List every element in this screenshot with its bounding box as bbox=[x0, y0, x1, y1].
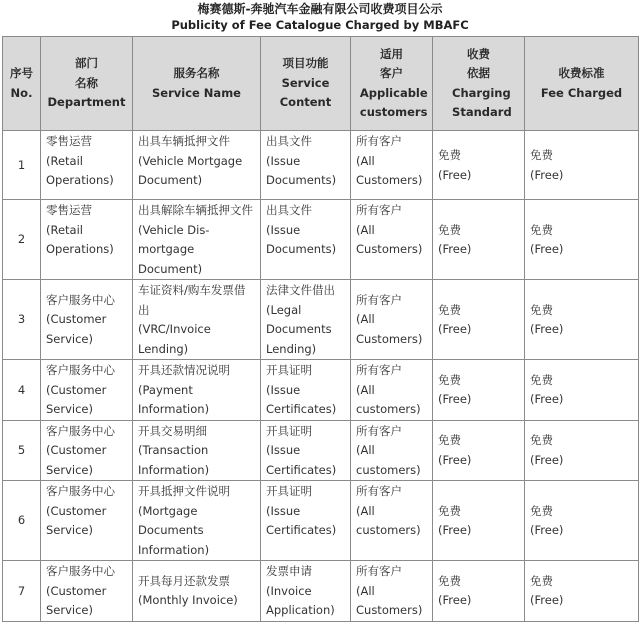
header-no-cn: 序号 bbox=[10, 66, 33, 80]
service-name-en: (Payment Information) bbox=[138, 382, 210, 416]
standard-cell bbox=[433, 561, 525, 622]
row-number: 5 bbox=[3, 420, 41, 481]
header-fee-en: Fee Charged bbox=[540, 85, 623, 100]
customers-en: (All Customers) bbox=[356, 222, 423, 256]
service-name-cn: 开具每月还款发票 bbox=[138, 573, 230, 588]
fee-en: (Free) bbox=[530, 452, 564, 467]
standard-cell bbox=[433, 280, 525, 360]
department-en: (Retail Operations) bbox=[46, 222, 114, 256]
service-name-cn: 出具车辆抵押文件 bbox=[138, 134, 230, 148]
department-cn: 客户服务中心 bbox=[46, 564, 115, 578]
customers-en: (All Customers) bbox=[356, 153, 423, 187]
service-name-cell bbox=[133, 280, 261, 360]
service-content-en: (Issue Certificates) bbox=[266, 503, 337, 537]
department-cell bbox=[41, 481, 133, 561]
customers-cell bbox=[351, 420, 433, 481]
header-customers bbox=[351, 37, 433, 131]
service-content-cn: 发票申请 bbox=[266, 564, 312, 578]
fee-cn: 免费 bbox=[530, 302, 553, 317]
customers-cn: 所有客户 bbox=[356, 203, 402, 217]
service-content-cn: 开具证明 bbox=[266, 484, 312, 498]
standard-en: (Free) bbox=[438, 593, 472, 608]
service-name-cell bbox=[133, 481, 261, 561]
department-cn: 零售运营 bbox=[46, 203, 92, 217]
department-cn: 客户服务中心 bbox=[46, 484, 115, 498]
service-content-cn: 出具文件 bbox=[266, 134, 312, 148]
fee-cell bbox=[525, 420, 639, 481]
customers-en: (All customers) bbox=[356, 503, 421, 537]
service-content-cell bbox=[261, 131, 351, 200]
customers-cn: 所有客户 bbox=[356, 564, 402, 578]
header-service-name-en: Service Name bbox=[152, 85, 241, 100]
department-cn: 客户服务中心 bbox=[46, 363, 115, 377]
service-name-cn: 车证资料/购车发票借出 bbox=[138, 283, 246, 317]
header-standard-cn: 收费依据 bbox=[466, 46, 490, 80]
header-service-name bbox=[133, 37, 261, 131]
table-row bbox=[3, 420, 639, 481]
customers-cn: 所有客户 bbox=[356, 484, 402, 498]
fee-cell bbox=[525, 200, 639, 280]
header-customers-en: Applicable customers bbox=[359, 85, 428, 119]
table-row bbox=[3, 481, 639, 561]
service-name-cell bbox=[133, 561, 261, 622]
department-en: (Customer Service) bbox=[46, 583, 107, 617]
customers-cn: 所有客户 bbox=[356, 292, 402, 307]
service-content-en: (Legal Documents Lending) bbox=[266, 302, 332, 356]
standard-en: (Free) bbox=[438, 452, 472, 467]
standard-cn: 免费 bbox=[438, 302, 461, 317]
header-fee-cn: 收费标准 bbox=[558, 66, 605, 80]
department-en: (Customer Service) bbox=[46, 382, 107, 416]
header-service-content-en: Service Content bbox=[279, 75, 332, 110]
service-name-en: (VRC/Invoice Lending) bbox=[138, 322, 211, 356]
department-cell bbox=[41, 360, 133, 421]
service-name-cell bbox=[133, 360, 261, 421]
fee-cell bbox=[525, 360, 639, 421]
service-name-en: (Vehicle Dis-mortgage Document) bbox=[138, 222, 210, 276]
service-name-cell bbox=[133, 131, 261, 200]
standard-en: (Free) bbox=[438, 242, 472, 256]
fee-en: (Free) bbox=[530, 523, 564, 537]
document-header bbox=[0, 0, 640, 36]
service-name-cn: 开具还款情况说明 bbox=[138, 363, 230, 377]
fee-cn: 免费 bbox=[530, 372, 553, 387]
service-content-cn: 法律文件借出 bbox=[266, 283, 335, 297]
service-content-cell bbox=[261, 280, 351, 360]
fee-cell bbox=[525, 481, 639, 561]
service-name-cell bbox=[133, 200, 261, 280]
department-cell bbox=[41, 420, 133, 481]
customers-en: (All Customers) bbox=[356, 312, 423, 346]
header-service-content-cn: 项目功能 bbox=[282, 56, 329, 71]
standard-cn: 免费 bbox=[438, 503, 461, 518]
service-content-cn: 开具证明 bbox=[266, 423, 312, 438]
standard-en: (Free) bbox=[438, 392, 472, 407]
header-department-en: Department bbox=[47, 95, 126, 110]
department-cell bbox=[41, 280, 133, 360]
fee-cell bbox=[525, 280, 639, 360]
header-no bbox=[3, 37, 41, 131]
customers-cn: 所有客户 bbox=[356, 363, 402, 377]
department-cn: 客户服务中心 bbox=[46, 423, 115, 438]
standard-cell bbox=[433, 360, 525, 421]
service-name-en: (Monthly Invoice) bbox=[138, 593, 238, 608]
department-cell bbox=[41, 200, 133, 280]
row-number: 7 bbox=[3, 561, 41, 622]
customers-cell bbox=[351, 561, 433, 622]
department-cn: 客户服务中心 bbox=[46, 292, 115, 307]
header-standard bbox=[433, 37, 525, 131]
row-number: 1 bbox=[3, 131, 41, 200]
service-content-cell bbox=[261, 360, 351, 421]
customers-cn: 所有客户 bbox=[356, 423, 402, 438]
service-name-cn: 开具交易明细 bbox=[138, 423, 207, 438]
header-no-en: No. bbox=[10, 85, 33, 100]
fee-table bbox=[2, 36, 639, 622]
department-en: (Customer Service) bbox=[46, 443, 107, 477]
table-row bbox=[3, 561, 639, 622]
fee-cn: 免费 bbox=[530, 148, 553, 162]
service-name-cn: 开具抵押文件说明 bbox=[138, 484, 230, 498]
service-content-en: (Issue Documents) bbox=[266, 222, 337, 256]
customers-cell bbox=[351, 200, 433, 280]
header-department bbox=[41, 37, 133, 131]
fee-cell bbox=[525, 561, 639, 622]
standard-en: (Free) bbox=[438, 167, 472, 182]
fee-cn: 免费 bbox=[530, 503, 553, 518]
fee-en: (Free) bbox=[530, 242, 564, 256]
table-row bbox=[3, 360, 639, 421]
service-content-cell bbox=[261, 200, 351, 280]
customers-en: (All Customers) bbox=[356, 583, 423, 617]
header-customers-cn: 适用客户 bbox=[379, 46, 403, 80]
table-row bbox=[3, 280, 639, 360]
customers-cell bbox=[351, 360, 433, 421]
standard-cn: 免费 bbox=[438, 222, 461, 237]
service-content-en: (Invoice Application) bbox=[266, 583, 335, 617]
customers-en: (All customers) bbox=[356, 443, 421, 477]
title-english: Publicity of Fee Catalogue Charged by MBAFC bbox=[171, 18, 469, 32]
row-number: 4 bbox=[3, 360, 41, 421]
standard-cell bbox=[433, 131, 525, 200]
department-en: (Retail Operations) bbox=[46, 153, 114, 187]
fee-cn: 免费 bbox=[530, 222, 553, 237]
service-content-en: (Issue Certificates) bbox=[266, 382, 337, 416]
fee-en: (Free) bbox=[530, 322, 564, 336]
fee-cell bbox=[525, 131, 639, 200]
header-department-cn: 部门名称 bbox=[74, 56, 98, 90]
customers-cell bbox=[351, 131, 433, 200]
header-service-content bbox=[261, 37, 351, 131]
fee-en: (Free) bbox=[530, 392, 564, 407]
standard-cn: 免费 bbox=[438, 433, 461, 448]
fee-en: (Free) bbox=[530, 593, 564, 608]
department-cell bbox=[41, 561, 133, 622]
row-number: 6 bbox=[3, 481, 41, 561]
standard-cn: 免费 bbox=[438, 148, 461, 162]
department-en: (Customer Service) bbox=[46, 312, 107, 346]
service-content-cn: 出具文件 bbox=[266, 203, 312, 217]
title-chinese: 梅赛德斯-奔驰汽车金融有限公司收费项目公示 bbox=[197, 2, 443, 16]
service-content-cell bbox=[261, 481, 351, 561]
service-content-cell bbox=[261, 420, 351, 481]
fee-en: (Free) bbox=[530, 167, 564, 182]
service-content-en: (Issue Certificates) bbox=[266, 443, 337, 477]
standard-cell bbox=[433, 481, 525, 561]
service-name-en: (Mortgage Documents Information) bbox=[138, 503, 210, 557]
standard-cn: 免费 bbox=[438, 372, 461, 387]
row-number: 2 bbox=[3, 200, 41, 280]
table-row bbox=[3, 200, 639, 280]
customers-cell bbox=[351, 481, 433, 561]
customers-en: (All customers) bbox=[356, 382, 421, 416]
standard-en: (Free) bbox=[438, 523, 472, 537]
department-en: (Customer Service) bbox=[46, 503, 107, 537]
header-service-name-cn: 服务名称 bbox=[173, 66, 220, 80]
standard-cell bbox=[433, 200, 525, 280]
service-content-en: (Issue Documents) bbox=[266, 153, 337, 187]
header-fee bbox=[525, 37, 639, 131]
department-cn: 零售运营 bbox=[46, 134, 92, 148]
service-name-en: (Transaction Information) bbox=[138, 443, 210, 477]
service-content-cn: 开具证明 bbox=[266, 363, 312, 377]
department-cell bbox=[41, 131, 133, 200]
table-row bbox=[3, 131, 639, 200]
standard-cn: 免费 bbox=[438, 573, 461, 588]
header-standard-en: Charging Standard bbox=[452, 85, 512, 119]
fee-cn: 免费 bbox=[530, 433, 553, 448]
customers-cell bbox=[351, 280, 433, 360]
service-name-cn: 出具解除车辆抵押文件 bbox=[138, 203, 253, 217]
service-content-cell bbox=[261, 561, 351, 622]
standard-cell bbox=[433, 420, 525, 481]
standard-en: (Free) bbox=[438, 322, 472, 336]
row-number: 3 bbox=[3, 280, 41, 360]
fee-cn: 免费 bbox=[530, 573, 553, 588]
service-name-en: (Vehicle Mortgage Document) bbox=[138, 153, 243, 187]
header-row bbox=[3, 37, 639, 131]
service-name-cell bbox=[133, 420, 261, 481]
customers-cn: 所有客户 bbox=[356, 134, 402, 148]
